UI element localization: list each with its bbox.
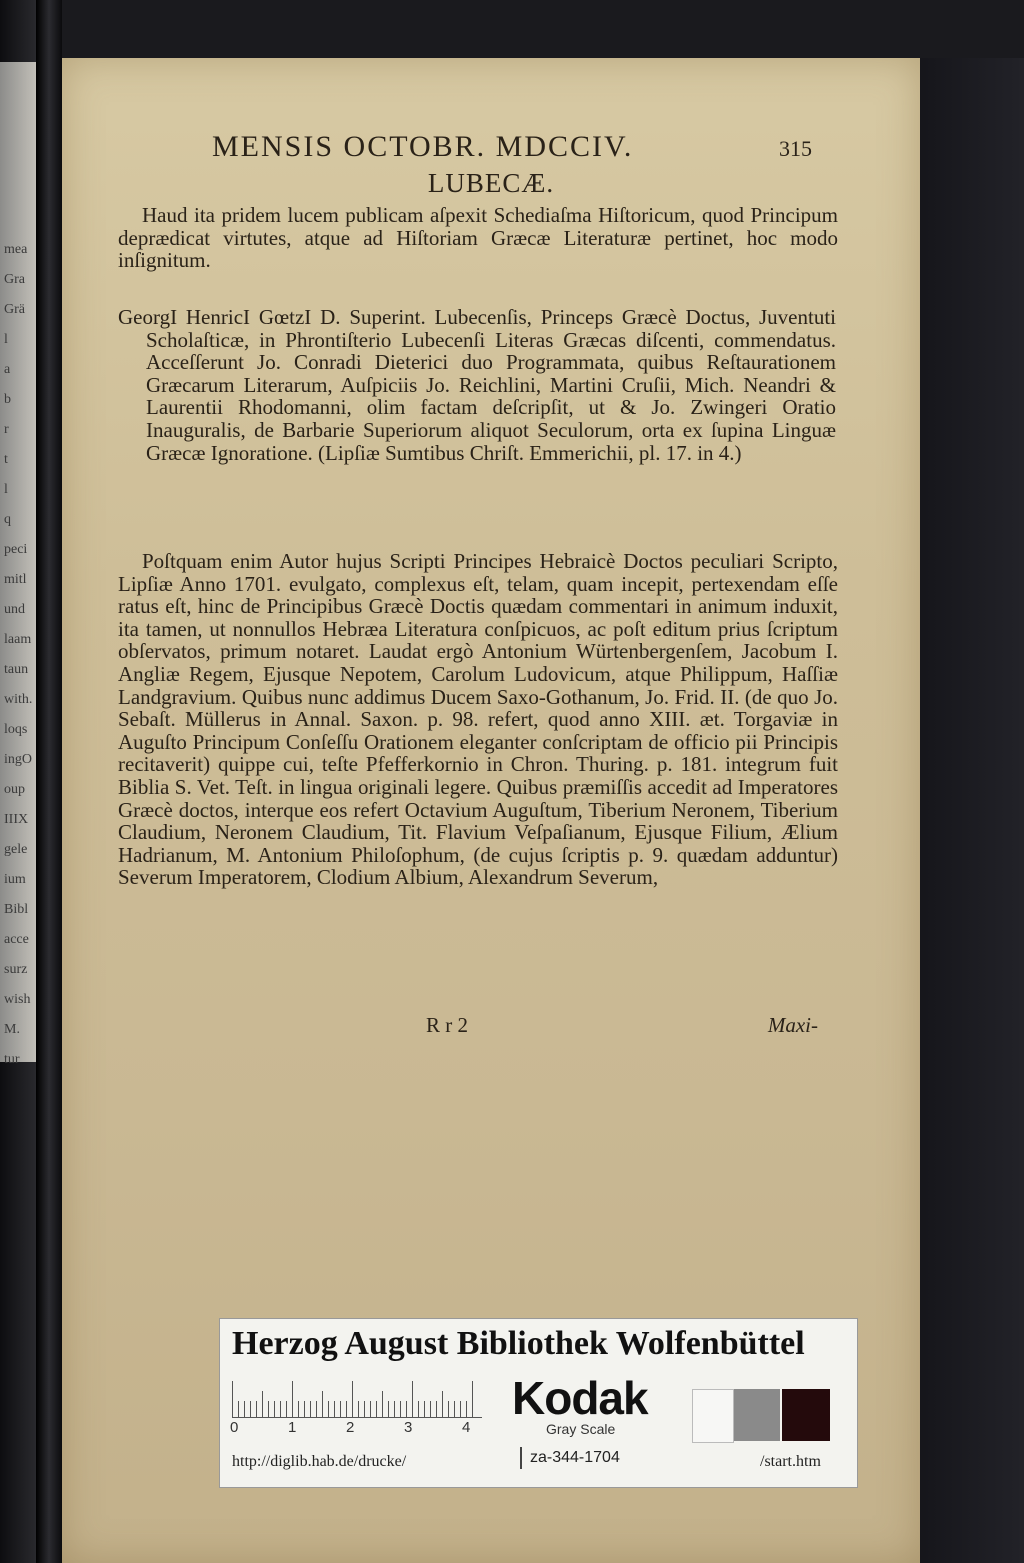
facing-page-fragment: M.	[4, 1022, 20, 1037]
black-swatch	[782, 1389, 830, 1441]
facing-page-fragment: IIIX	[4, 812, 29, 827]
ruler-tick	[286, 1401, 287, 1417]
ruler-tick	[256, 1401, 257, 1417]
catchword: Maxi-	[767, 1013, 818, 1037]
ruler-tick	[466, 1401, 467, 1417]
facing-page-fragment: loqs	[4, 722, 28, 737]
running-title: MENSIS OCTOBR. MDCCIV.	[212, 130, 634, 163]
ruler-number: 1	[288, 1419, 297, 1436]
facing-page-fragment: Gra	[4, 272, 25, 287]
ruler-tick	[238, 1401, 239, 1417]
ruler-tick	[316, 1401, 317, 1417]
ruler-tick	[412, 1381, 413, 1417]
page-number: 315	[779, 136, 812, 161]
ruler-tick	[298, 1401, 299, 1417]
gray-scale-label: Gray Scale	[546, 1421, 616, 1437]
scan-background-right	[915, 58, 1024, 1563]
intro-text: Haud ita pridem lucem publicam aſpexit Schediaſma Hiſtoricum, quod Principum deprædicat virtutes, atque ad Hiſtoriam Græcæ Literaturæ pertinet, hoc modo inſignitum.	[118, 203, 838, 273]
facing-page-fragment: oup	[4, 782, 25, 797]
facing-page-fragment: Grä	[4, 302, 25, 317]
ruler-tick	[232, 1381, 233, 1417]
ruler-tick	[304, 1401, 305, 1417]
facing-page-fragment: mea	[4, 242, 28, 257]
facing-page-fragment: gele	[4, 842, 28, 857]
ruler-tick	[406, 1401, 407, 1417]
facing-page-fragment: l	[4, 482, 8, 497]
gray-swatch	[734, 1389, 780, 1441]
ruler-tick	[472, 1381, 473, 1417]
facing-page-fragment: taun	[4, 662, 29, 677]
ruler-number: 3	[404, 1419, 413, 1436]
ruler-tick	[454, 1401, 455, 1417]
signature-mark: R r 2	[426, 1013, 468, 1037]
ruler-tick	[460, 1401, 461, 1417]
ruler	[232, 1377, 482, 1418]
library-title: Herzog August Bibliothek Wolfenbüttel	[232, 1325, 805, 1362]
ruler-tick	[310, 1401, 311, 1417]
ruler-number: 0	[230, 1419, 239, 1436]
facing-page-fragment: acce	[4, 932, 29, 947]
ruler-tick	[358, 1401, 359, 1417]
facing-page-fragment: a	[4, 362, 11, 377]
ruler-tick	[352, 1381, 353, 1417]
ruler-tick	[376, 1401, 377, 1417]
facing-page-fragment: mitl	[4, 572, 27, 587]
ruler-number: 4	[462, 1419, 471, 1436]
facing-page-fragment: ium	[4, 872, 26, 887]
ruler-tick	[334, 1401, 335, 1417]
ruler-tick	[382, 1391, 383, 1417]
facing-page-fragment: surz	[4, 962, 28, 977]
ruler-tick	[250, 1401, 251, 1417]
facing-page-fragment: und	[4, 602, 25, 617]
ruler-tick	[364, 1401, 365, 1417]
facing-page-fragment: tur	[4, 1052, 20, 1067]
ruler-tick	[448, 1401, 449, 1417]
facing-page-fragment: Bibl	[4, 902, 29, 917]
ruler-tick	[430, 1401, 431, 1417]
ruler-tick	[370, 1401, 371, 1417]
ruler-tick	[328, 1401, 329, 1417]
ruler-tick	[262, 1391, 263, 1417]
ruler-tick	[292, 1381, 293, 1417]
section-title: LUBECÆ.	[427, 168, 555, 198]
ruler-tick	[280, 1401, 281, 1417]
facing-page-fragment: q	[4, 512, 11, 527]
ruler-tick	[268, 1401, 269, 1417]
ruler-tick	[400, 1401, 401, 1417]
white-swatch	[692, 1389, 734, 1443]
body-text: Poſtquam enim Autor hujus Scripti Principes Hebraicè Doctos peculiari Scripto, Lipſiæ Anno 1701. evulgato, complexus eſt, telam, quam incepit, pertexendam eſſe ratus eſt, hinc de Principibus Græcè Doctis quædam commentari in animum induxit, ita tamen, ut nonnullos Hebræa Literatura conſpicuos, ac poſt editum prius ſcriptum obſervatos, primum notaret. Laudat ergò Antonium Würtenbergenſem, Jacobum I. Angliæ Regem, Ejusque Nepotem, Carolum Ludovicum, atque Philippum, Haſſiæ Landgravium. Quibus nunc addimus Ducem Saxo-Gothanum, Jo. Frid. II. (de quo Jo. Sebaſt. Müllerus in Annal. Saxon. p. 98. refert, quod anno XIII. æt. Torgaviæ in Auguſto Principum Conſeſſu Orationem eleganter conſcriptam de officio pii Principis recitaverit) quippe cui, teſte Pfefferkornio in Chron. Thuring. p. 181. integrum fuit Biblia S. Vet. Teſt. in lingua originali legere. Quibus præmiſſis accedit ad Imperatores Græcè doctos, interque eos refert Octavium Auguſtum, Tiberium Neronem, Tiberium Claudium, Neronem Claudium, Tit. Flavium Veſpaſianum, Ejusque Filium, Ælium Hadrianum, M. Antonium Philoſophum, (de cujus ſcriptis p. 9. quædam adduntur) Severum Imperatorem, Clodium Albium, Alexandrum Severum,	[118, 549, 838, 890]
ruler-tick	[442, 1391, 443, 1417]
ruler-tick	[418, 1401, 419, 1417]
url-right: /start.htm	[760, 1453, 821, 1470]
page-header	[212, 130, 872, 170]
ruler-tick	[244, 1401, 245, 1417]
facing-page-fragment: peci	[4, 542, 28, 557]
ruler-tick	[346, 1401, 347, 1417]
ruler-tick	[424, 1401, 425, 1417]
ruler-tick	[340, 1401, 341, 1417]
facing-page-fragment: t	[4, 452, 8, 467]
facing-page-fragment: wish	[4, 992, 31, 1007]
ruler-tick	[322, 1391, 323, 1417]
facing-page-fragment: l	[4, 332, 8, 347]
ruler-tick	[274, 1401, 275, 1417]
url-left: http://diglib.hab.de/drucke/	[232, 1453, 407, 1470]
intro-paragraph	[118, 204, 838, 272]
body-paragraph	[118, 550, 838, 889]
ruler-number: 2	[346, 1419, 355, 1436]
kodak-logo: Kodak	[512, 1372, 648, 1424]
book-spine	[36, 0, 62, 1563]
color-calibration-bar	[219, 1318, 858, 1488]
ruler-tick	[388, 1401, 389, 1417]
ruler-tick	[436, 1401, 437, 1417]
ruler-tick	[394, 1401, 395, 1417]
facing-page-fragment: ingO	[4, 752, 32, 767]
facing-page-fragment: r	[4, 422, 9, 437]
facing-page-fragment: with.	[4, 692, 33, 707]
bibliographic-entry: GeorgI HenricI GœtzI D. Superint. Lubecenſis, Princeps Græcè Doctus, Juventuti Scholaſticæ, in Phrontiſterio Lubecenſi Literas Græcas diſcenti, commendatus. Acceſſerunt Jo. Conradi Dieterici duo Programmata, quibus Reſtaurationem Græcarum Literarum, Auſpiciis Jo. Reichlini, Martini Cruſii, Mich. Neandri & Laurentii Rhodomanni, olim factam deſcripſit, ut & Jo. Zwingeri Oratio Inauguralis, de Barbarie Superiorum aliquot Seculorum, orta ex ſupina Linguæ Græcæ Ignoratione. (Lipſiæ Sumtibus Chriſt. Emmerichii, pl. 17. in 4.)	[118, 305, 836, 465]
facing-page-fragment: b	[4, 392, 11, 407]
shelfmark: za-344-1704	[520, 1447, 628, 1469]
facing-page-fragment: laam	[4, 632, 32, 647]
